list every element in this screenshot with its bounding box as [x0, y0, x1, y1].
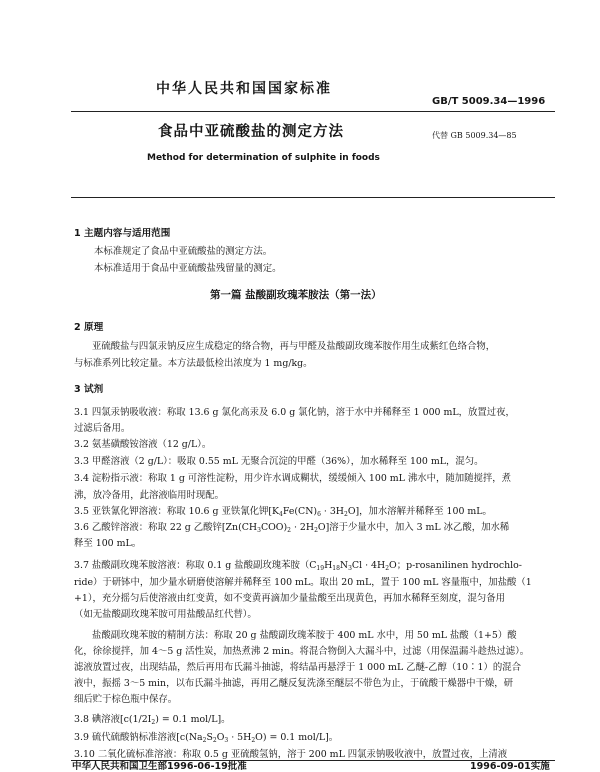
item-3-8-text-a: 3.8 碘溶液[c(1/2I: [74, 714, 152, 725]
section-3-heading: 3 试剂: [74, 384, 104, 395]
item-3-9-sub-3: 3: [224, 737, 229, 744]
implementation-date: 1996-09-01实施: [470, 761, 550, 772]
item-3-9-text-b: S: [206, 732, 213, 743]
item-3-6-line-2: 释至 100 mL。: [74, 538, 142, 549]
item-3-6-line-1: [74, 521, 570, 537]
item-3-8-text-b: ) = 0.1 mol/L]。: [155, 714, 231, 725]
item-3-6-sub-3: 2: [314, 527, 318, 534]
english-title: Method for determination of sulphite in foods: [147, 153, 380, 163]
item-3-7-sub-4: 2: [385, 565, 390, 572]
item-3-8-sub: 2: [151, 719, 156, 726]
part-1-title: 第一篇 盐酸副玫瑰苯胺法（第一法）: [210, 289, 382, 301]
item-3-9-text-d: · 5H: [228, 732, 252, 743]
item-3-7-text-e: O；p-rosanilinen hydrochlo-: [389, 560, 522, 571]
item-3-3: 3.3 甲醛溶液（2 g/L）：吸取 0.55 mL 无聚合沉淀的甲醛（36%），加水稀释至 100 mL，混匀。: [74, 456, 484, 467]
refine-line-3: 滤液放置过夜，出现结晶，然后再用布氏漏斗抽滤，将结晶再悬浮于 1 000 mL 乙醚-乙醇（10∶1）的混合: [74, 662, 521, 673]
approval-note: 中华人民共和国卫生部1996-06-19批准: [72, 761, 247, 772]
section-1-para-2: 本标准适用于食品中亚硫酸盐残留量的测定。: [94, 263, 282, 274]
section-2-line-2: 与标准系列比较定量。本方法最低检出浓度为 1 mg/kg。: [74, 358, 313, 369]
item-3-6-text-d: O]溶于少量水中，加入 3 mL 冰乙酸，加水稀: [317, 522, 510, 533]
item-3-9: [74, 731, 570, 747]
item-3-4-line-2: 沸，放冷备用，此溶液临用时现配。: [74, 490, 225, 501]
title-rule: [71, 197, 555, 198]
item-3-5-sub-2: 6: [317, 511, 321, 518]
item-3-7-sub-3: 3: [348, 565, 352, 572]
standard-number: GB/T 5009.34—1996: [432, 96, 546, 107]
item-3-9-text-e: O) = 0.1 mol/L]。: [255, 732, 339, 743]
section-1-para-1: 本标准规定了食品中亚硫酸盐的测定方法。: [94, 246, 273, 257]
item-3-5-text-c: · 3H: [320, 506, 344, 517]
standard-org-title: 中华人民共和国国家标准: [156, 81, 332, 97]
item-3-9-text-c: O: [216, 732, 225, 743]
refine-line-1: 盐酸副玫瑰苯胺的精制方法：称取 20 g 盐酸副玫瑰苯胺于 400 mL 水中，用 50 mL 盐酸（1+5）酸: [92, 630, 517, 641]
item-3-7-text-b: H: [324, 560, 333, 571]
item-3-6-text-b: COO): [260, 522, 288, 533]
item-3-7-line-1: [74, 559, 570, 575]
item-3-6-text-c: · 2H: [290, 522, 315, 533]
item-3-1-line-1: 3.1 四氯汞钠吸收液：称取 13.6 g 氯化高汞及 6.0 g 氯化钠，溶于水中并稀释至 1 000 mL，放置过夜，: [74, 407, 515, 418]
item-3-7-line-3: +1），充分摇匀后使溶液由红变黄，如不变黄再滴加少量盐酸至出现黄色，再加水稀释至刻度，混匀备用: [74, 593, 506, 604]
item-3-9-sub-2: 2: [212, 737, 217, 744]
item-3-8: [74, 713, 570, 729]
section-2-line-1: 亚硫酸盐与四氯汞钠反应生成稳定的络合物，再与甲醛及盐酸副玫瑰苯胺作用生成紫红色络合物，: [92, 341, 496, 352]
refine-line-5: 细后贮于棕色瓶中保存。: [74, 694, 178, 705]
item-3-1-line-2: 过滤后备用。: [74, 423, 131, 434]
item-3-9-sub-1: 2: [202, 737, 207, 744]
item-3-5: [74, 505, 570, 521]
item-3-7-sub-2: 18: [332, 565, 340, 572]
item-3-7-line-4: （如无盐酸副玫瑰苯胺可用盐酸品红代替）。: [74, 609, 257, 620]
item-3-5-text-a: 3.5 亚铁氰化钾溶液：称取 10.6 g 亚铁氰化钾[K: [74, 506, 279, 517]
item-3-6-sub-2: 2: [287, 527, 291, 534]
item-3-5-sub-3: 2: [343, 511, 348, 518]
item-3-6-text-a: 3.6 乙酸锌溶液：称取 22 g 乙酸锌[Zn(CH: [74, 522, 258, 533]
document-title: 食品中亚硫酸盐的测定方法: [158, 124, 344, 140]
item-3-10: 3.10 二氧化硫标准溶液：称取 0.5 g 亚硫酸氢钠，溶于 200 mL 四氯汞钠吸收液中，放置过夜，上清液: [74, 749, 508, 760]
item-3-7-text-a: 3.7 盐酸副玫瑰苯胺溶液：称取 0.1 g 盐酸副玫瑰苯胺（C: [74, 560, 317, 571]
header-rule: [71, 111, 555, 112]
item-3-6-sub-1: 3: [257, 527, 261, 534]
section-1-heading: 1 主题内容与适用范围: [74, 228, 171, 239]
item-3-9-text-a: 3.9 硫代硫酸钠标准溶液[c(Na: [74, 732, 203, 743]
item-3-2: 3.2 氨基磺酸铵溶液（12 g/L）。: [74, 439, 212, 450]
item-3-5-sub-1: 4: [279, 511, 283, 518]
item-3-7-line-2: ride）于研钵中，加少量水研磨使溶解并稀释至 100 mL。取出 20 mL，置于 100 mL 容量瓶中，加盐酸（1: [74, 577, 532, 588]
item-3-9-sub-4: 2: [251, 737, 256, 744]
item-3-4-line-1: 3.4 淀粉指示液：称取 1 g 可溶性淀粉，用少许水调成糊状，缓缓倾入 100 mL 沸水中，随加随搅拌，煮: [74, 473, 511, 484]
item-3-7-sub-1: 19: [316, 565, 325, 572]
item-3-5-text-b: Fe(CN): [282, 506, 318, 517]
item-3-5-text-d: O]，加水溶解并稀释至 100 mL。: [347, 506, 492, 517]
replaces-note: 代替 GB 5009.34—85: [432, 131, 517, 140]
refine-line-2: 化，徐徐搅拌，加 4～5 g 活性炭，加热煮沸 2 min。将混合物倒入大漏斗中，过滤（用保温漏斗趁热过滤）。: [74, 646, 530, 657]
item-3-7-text-d: Cl · 4H: [351, 560, 386, 571]
refine-line-4: 液中，振摇 3～5 min，以布氏漏斗抽滤，再用乙醚反复洗涤至醚层不带色为止，于硫酸干燥器中干燥，研: [74, 678, 513, 689]
item-3-7-text-c: N: [339, 560, 349, 571]
section-2-heading: 2 原理: [74, 322, 104, 333]
